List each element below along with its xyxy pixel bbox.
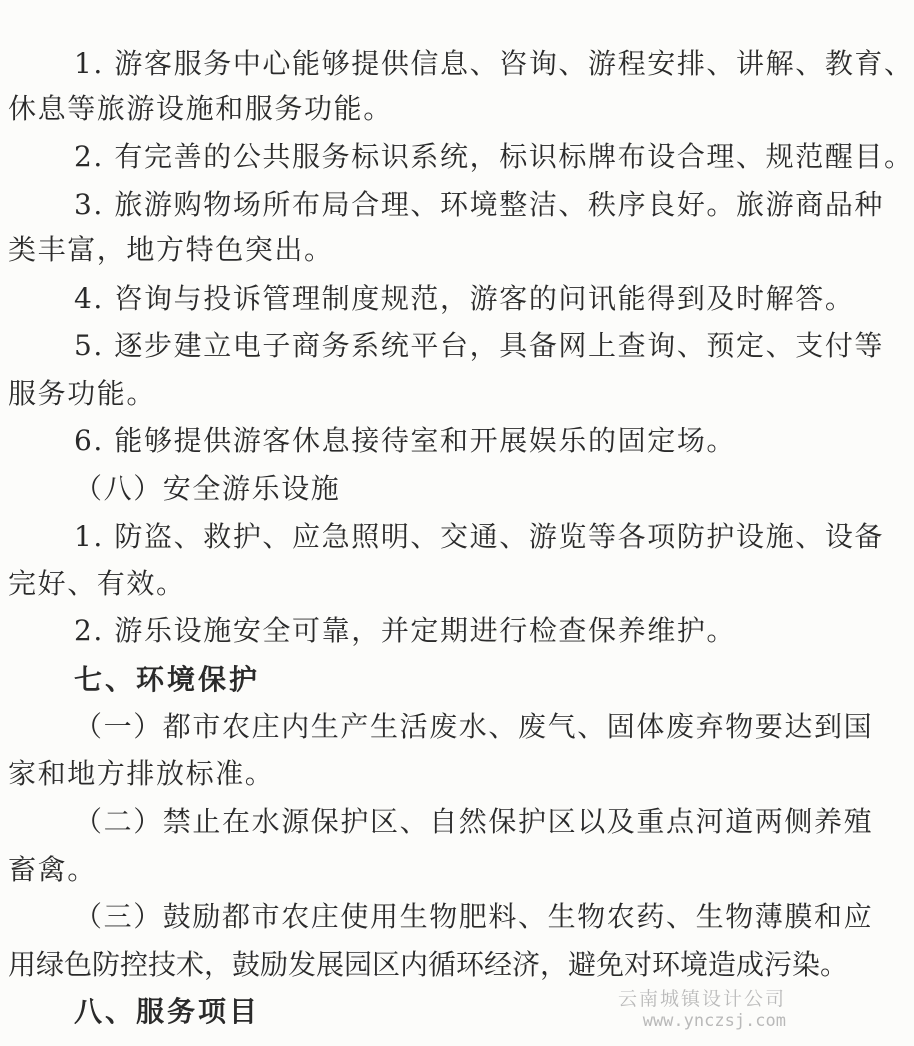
safety-item-2-line-1: 2. 游乐设施安全可靠，并定期进行检查保养维护。 bbox=[74, 614, 737, 647]
section-8-heading: 八、服务项目 bbox=[74, 995, 261, 1028]
paragraph-3-line-1: 3. 旅游购物场所布局合理、环境整洁、秩序良好。旅游商品种 bbox=[74, 188, 885, 221]
safety-item-1-line-1: 1. 防盗、救护、应急照明、交通、游览等各项防护设施、设备 bbox=[74, 520, 885, 553]
watermark-url: www.ynczsj.com bbox=[642, 1011, 786, 1031]
environment-item-1-line-1: （一）都市农庄内生产生活废水、废气、固体废弃物要达到国 bbox=[74, 710, 874, 743]
watermark bbox=[618, 988, 786, 1032]
paragraph-3-line-2: 类丰富，地方特色突出。 bbox=[8, 233, 334, 266]
paragraph-6-line-1: 6. 能够提供游客休息接待室和开展娱乐的固定场。 bbox=[74, 424, 737, 457]
section-7-heading: 七、环境保护 bbox=[74, 663, 261, 696]
watermark-company-name: 云南城镇设计公司 bbox=[617, 988, 786, 1010]
environment-item-2-line-1: （二）禁止在水源保护区、自然保护区以及重点河道两侧养殖 bbox=[74, 805, 874, 838]
environment-item-3-line-1: （三）鼓励都市农庄使用生物肥料、生物农药、生物薄膜和应 bbox=[74, 900, 874, 933]
paragraph-4-line-1: 4. 咨询与投诉管理制度规范，游客的问讯能得到及时解答。 bbox=[74, 282, 855, 315]
safety-item-1-line-2: 完好、有效。 bbox=[8, 567, 186, 600]
paragraph-5-line-2: 服务功能。 bbox=[8, 377, 157, 410]
environment-item-2-line-2: 畜禽。 bbox=[8, 853, 97, 886]
paragraph-1-line-1: 1. 游客服务中心能够提供信息、咨询、游程安排、讲解、教育、 bbox=[74, 47, 914, 80]
environment-item-1-line-2: 家和地方排放标准。 bbox=[8, 757, 275, 790]
paragraph-5-line-1: 5. 逐步建立电子商务系统平台，具备网上查询、预定、支付等 bbox=[74, 329, 885, 362]
subheading-8-safety: （八）安全游乐设施 bbox=[74, 472, 341, 505]
paragraph-2-line-1: 2. 有完善的公共服务标识系统，标识标牌布设合理、规范醒目。 bbox=[74, 140, 914, 173]
paragraph-1-line-2: 休息等旅游设施和服务功能。 bbox=[8, 92, 393, 125]
environment-item-3-line-2: 用绿色防控技术，鼓励发展园区内循环经济，避免对环境造成污染。 bbox=[8, 948, 849, 981]
